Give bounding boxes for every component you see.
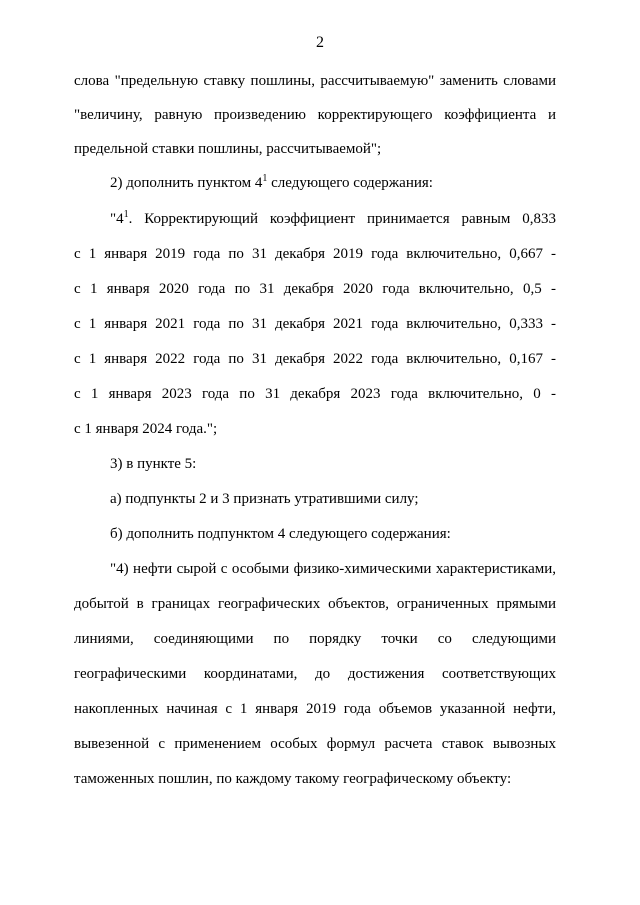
clause-4-1-text: . Корректирующий коэффициент принимается равным 0,833 xyxy=(128,211,556,227)
clause-4-1-start: "4 xyxy=(110,211,124,227)
superscript-1: 1 xyxy=(262,173,268,184)
text-line-1: слова "предельную ставку пошлины, рассчитываемую" заменить словами xyxy=(74,73,556,89)
subitem-4-line-5: накопленных начиная с 1 января 2019 года объемов указанной нефти, xyxy=(74,701,556,717)
text-line-2020: с 1 января 2020 года по 31 декабря 2020 года включительно, 0,5 - xyxy=(74,281,556,297)
text-line-3: предельной ставки пошлины, рассчитываемой"; xyxy=(74,141,382,157)
subitem-4-line-4: географическими координатами, до достижения соответствующих xyxy=(74,666,556,682)
subitem-4-line-2: добытой в границах географических объектов, ограниченных прямыми xyxy=(74,596,556,612)
page-number: 2 xyxy=(316,34,324,51)
item-3-line: 3) в пункте 5: xyxy=(110,456,197,472)
subitem-4-line-7: таможенных пошлин, по каждому такому географическому объекту: xyxy=(74,771,512,787)
subitem-4-line-1: "4) нефти сырой с особыми физико-химическими характеристиками, xyxy=(110,561,556,577)
text-line-2023: с 1 января 2023 года по 31 декабря 2023 года включительно, 0 - xyxy=(74,386,556,402)
text-line-2022: с 1 января 2022 года по 31 декабря 2022 года включительно, 0,167 - xyxy=(74,351,556,367)
text-line-2024: с 1 января 2024 года."; xyxy=(74,421,218,437)
subitem-a-line: а) подпункты 2 и 3 признать утратившими силу; xyxy=(110,491,419,507)
subitem-4-line-6: вывезенной с применением особых формул расчета ставок вывозных xyxy=(74,736,556,752)
subitem-4-line-3: линиями, соединяющими по порядку точки со следующими xyxy=(74,631,556,647)
superscript-1: 1 xyxy=(123,209,129,220)
text-line-2019: с 1 января 2019 года по 31 декабря 2019 года включительно, 0,667 - xyxy=(74,246,556,262)
item-2-text-start: 2) дополнить пунктом 4 xyxy=(110,175,263,191)
clause-4-1-line xyxy=(110,209,556,229)
subitem-b-line: б) дополнить подпунктом 4 следующего содержания: xyxy=(110,526,451,542)
text-line-2: "величину, равную произведению корректирующего коэффициента и xyxy=(74,107,556,123)
text-line-2021: с 1 января 2021 года по 31 декабря 2021 года включительно, 0,333 - xyxy=(74,316,556,332)
item-2-text-end: следующего содержания: xyxy=(267,175,433,191)
item-2-line xyxy=(110,173,556,193)
